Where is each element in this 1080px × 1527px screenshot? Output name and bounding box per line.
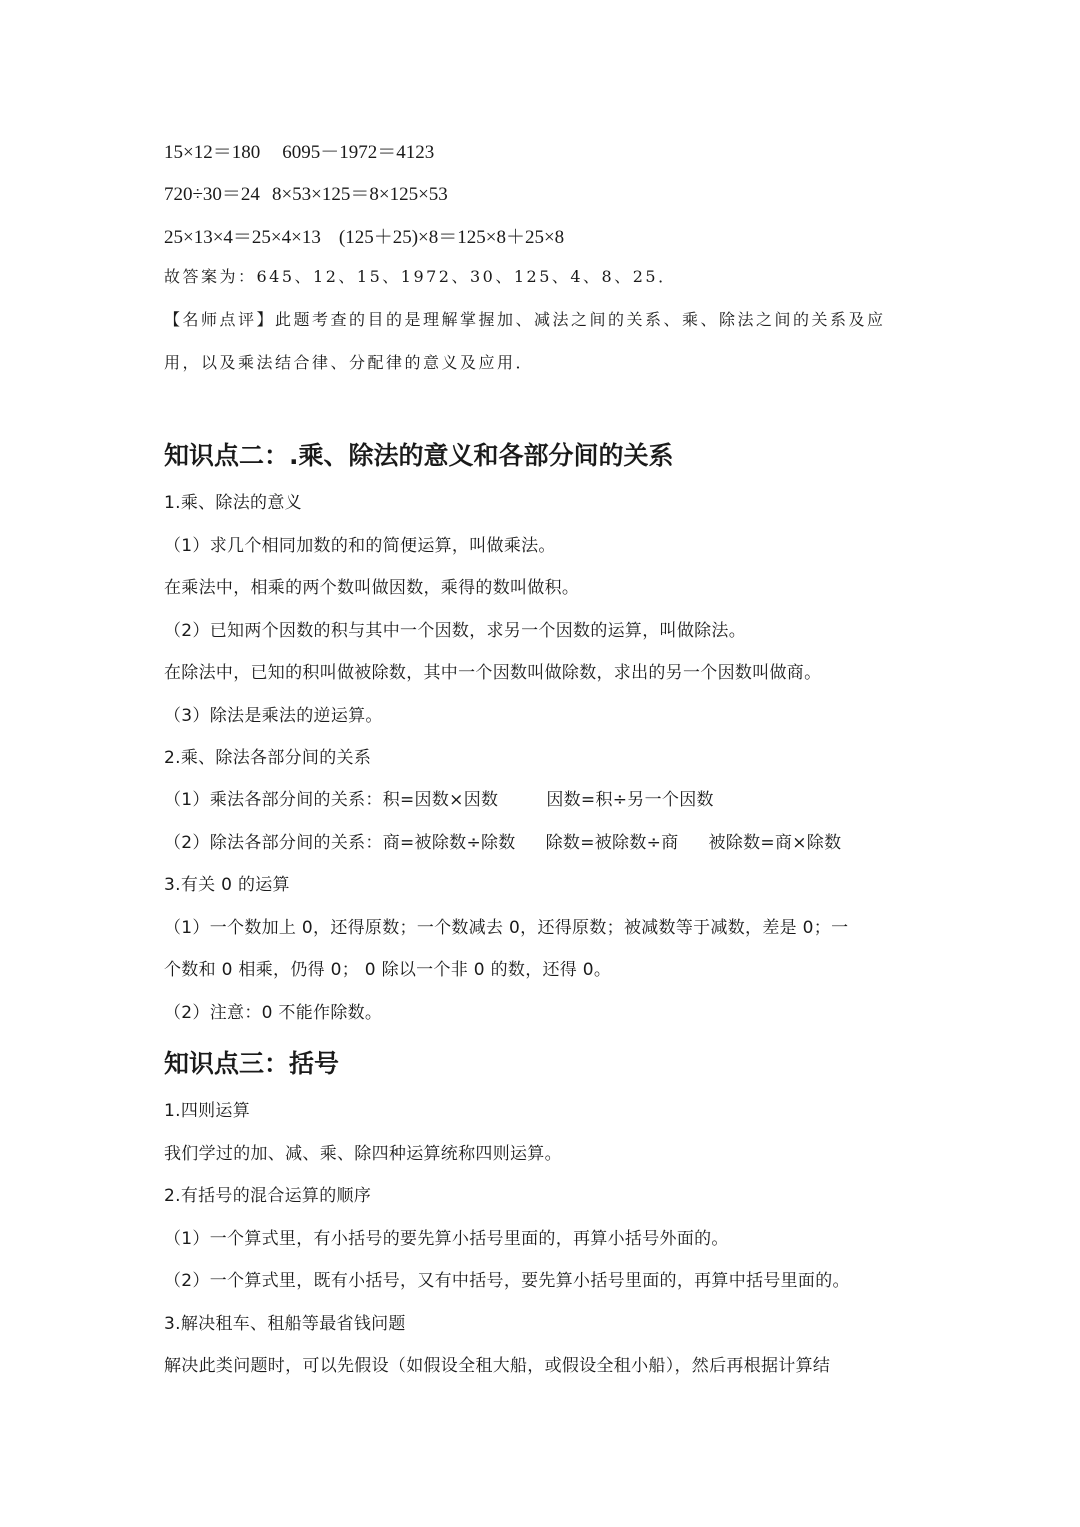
formula: 除数=被除数÷商 bbox=[545, 833, 679, 853]
equation-row-1 bbox=[164, 143, 434, 162]
equation-row-3 bbox=[164, 228, 564, 247]
section-heading-2: 知识点二：.乘、除法的意义和各部分间的关系 bbox=[164, 441, 674, 470]
paragraph: 2.乘、除法各部分间的关系 bbox=[164, 748, 372, 768]
formula: 被除数=商×除数 bbox=[708, 833, 842, 853]
equation: 8×53×125＝8×125×53 bbox=[271, 184, 448, 205]
paragraph: （1）一个数加上 0，还得原数；一个数减去 0，还得原数；被减数等于减数，差是 0；一 bbox=[164, 918, 849, 938]
teacher-comment-line-1: 【名师点评】此题考查的目的是理解掌握加、减法之间的关系、乘、除法之间的关系及应 bbox=[164, 310, 886, 329]
equation: 720÷30＝24 bbox=[164, 184, 260, 205]
paragraph: （1）一个算式里，有小括号的要先算小括号里面的，再算小括号外面的。 bbox=[164, 1229, 729, 1249]
teacher-comment-line-2: 用，以及乘法结合律、分配律的意义及应用． bbox=[164, 353, 535, 372]
paragraph: （3）除法是乘法的逆运算。 bbox=[164, 706, 383, 726]
formula: （1）乘法各部分间的关系：积=因数×因数 bbox=[164, 790, 499, 810]
paragraph: （2）一个算式里，既有小括号，又有中括号，要先算小括号里面的，再算中括号里面的。 bbox=[164, 1271, 850, 1291]
equation: 15×12＝180 bbox=[164, 142, 261, 163]
paragraph: 个数和 0 相乘，仍得 0； 0 除以一个非 0 的数，还得 0。 bbox=[164, 960, 612, 980]
paragraph: 2.有括号的混合运算的顺序 bbox=[164, 1186, 372, 1206]
paragraph: 1.四则运算 bbox=[164, 1101, 251, 1121]
formula: （2）除法各部分间的关系：商=被除数÷除数 bbox=[164, 833, 516, 853]
paragraph: 在除法中，已知的积叫做被除数，其中一个因数叫做除数，求出的另一个因数叫做商。 bbox=[164, 663, 822, 683]
paragraph: （2）已知两个因数的积与其中一个因数，求另一个因数的运算，叫做除法。 bbox=[164, 621, 747, 641]
relation-line-multiplication bbox=[164, 792, 714, 809]
paragraph: （1）求几个相同加数的和的简便运算，叫做乘法。 bbox=[164, 536, 556, 556]
equation: (125＋25)×8＝125×8＋25×8 bbox=[338, 227, 565, 248]
paragraph: 3.有关 0 的运算 bbox=[164, 875, 290, 895]
answer-line: 故答案为：645、12、15、1972、30、125、4、8、25． bbox=[164, 267, 677, 286]
paragraph: 我们学过的加、减、乘、除四种运算统称四则运算。 bbox=[164, 1144, 562, 1164]
paragraph: 解决此类问题时，可以先假设（如假设全租大船，或假设全租小船），然后再根据计算结 bbox=[164, 1356, 831, 1376]
relation-line-division bbox=[164, 835, 841, 852]
paragraph: （2）注意：0 不能作除数。 bbox=[164, 1003, 383, 1023]
paragraph: 1.乘、除法的意义 bbox=[164, 493, 302, 513]
paragraph: 在乘法中，相乘的两个数叫做因数，乘得的数叫做积。 bbox=[164, 578, 580, 598]
equation: 6095－1972＝4123 bbox=[282, 142, 435, 163]
section-heading-3: 知识点三：括号 bbox=[164, 1049, 340, 1078]
equation: 25×13×4＝25×4×13 bbox=[164, 227, 321, 248]
paragraph: 3.解决租车、租船等最省钱问题 bbox=[164, 1314, 406, 1334]
equation-row-2 bbox=[164, 185, 448, 204]
formula: 因数=积÷另一个因数 bbox=[546, 790, 714, 810]
